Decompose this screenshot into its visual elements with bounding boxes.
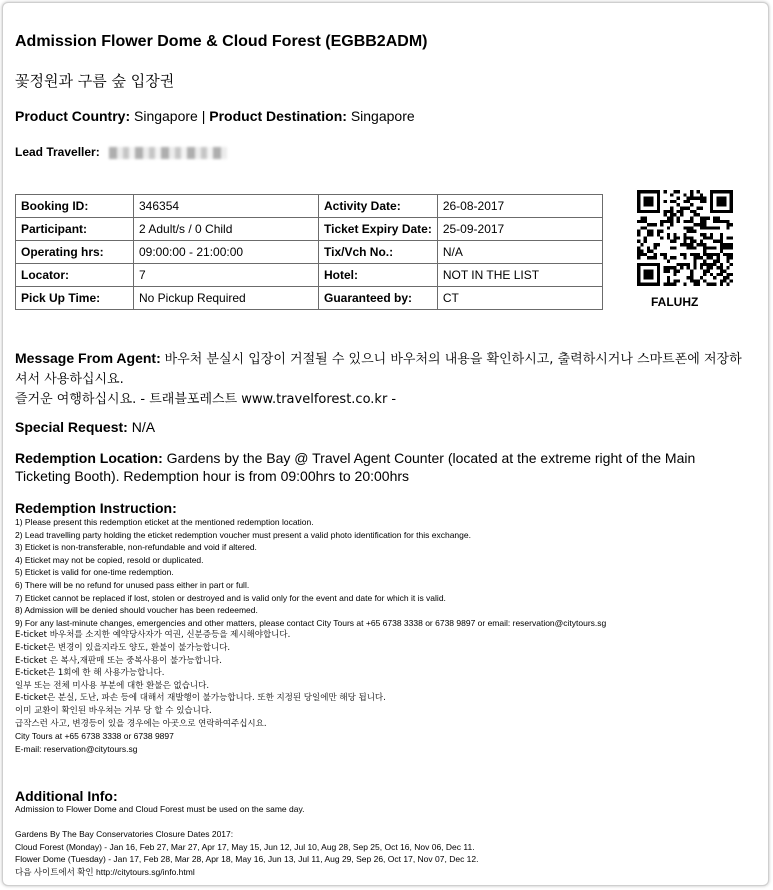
booking-row [16, 241, 603, 264]
message-label: Message From Agent: [15, 350, 161, 366]
country-label: Product Country: [15, 108, 131, 124]
instruction-line: 다음 사이트에서 확인 http://citytours.sg/info.html [15, 866, 195, 877]
instruction-line: Cloud Forest (Monday) - Jan 16, Feb 27, Mar 27, Apr 17, May 15, Jun 12, Jul 10, Aug 28, Sep 25, Oct 16, Nov 06, Dec 11. [15, 841, 475, 852]
message-from-agent [15, 349, 750, 409]
booking-field-value: 25-09-2017 [437, 218, 602, 241]
booking-field-label: Guaranteed by: [319, 287, 438, 310]
special-request [15, 418, 750, 436]
country-value: Singapore [134, 108, 198, 124]
instruction-line: 3) Eticket is non-transferable, non-refundable and void if altered. [15, 542, 257, 553]
redemption-location-text: Gardens by the Bay @ Travel Agent Counter (located at the extreme right of the Main Ticketing Booth). Redemption hour is from 09:00hrs to 20:00hrs [15, 450, 696, 484]
instruction-line: 8) Admission will be denied should voucher has been redeemed. [15, 605, 258, 616]
booking-field-value: 2 Adult/s / 0 Child [134, 218, 319, 241]
instruction-line: 5) Eticket is valid for one-time redemption. [15, 567, 174, 578]
booking-field-label: Activity Date: [319, 195, 438, 218]
lead-traveller-label: Lead Traveller: [15, 145, 100, 159]
message-text-2: 즐거운 여행하십시요. - 트래블포레스트 www.travelforest.co.kr - [15, 392, 397, 407]
booking-field-value: 26-08-2017 [437, 195, 602, 218]
instruction-line: E-ticket은 변경이 있을지라도 양도, 환불이 불가능합니다. [15, 642, 231, 653]
additional-info-list [15, 803, 760, 879]
booking-row [16, 195, 603, 218]
booking-field-label: Locator: [16, 264, 134, 287]
separator: | [201, 108, 206, 124]
booking-field-label: Ticket Expiry Date: [319, 218, 438, 241]
booking-field-label: Operating hrs: [16, 241, 134, 264]
booking-row [16, 218, 603, 241]
booking-field-label: Booking ID: [16, 195, 134, 218]
instruction-line: Admission to Flower Dome and Cloud Forest must be used on the same day. [15, 804, 305, 814]
special-request-label: Special Request: [15, 419, 128, 435]
product-title: Admission Flower Dome & Cloud Forest (EGBB2ADM) [15, 33, 428, 50]
lead-traveller-line [15, 145, 227, 159]
instruction-line: 2) Lead travelling party holding the eticket redemption voucher must present a valid photo identification for this exchange. [15, 529, 471, 540]
destination-value: Singapore [350, 108, 415, 124]
instruction-line: 이미 교환이 확인된 바우쳐는 거부 당 할 수 있습니다. [15, 705, 212, 716]
instruction-line: Gardens By The Bay Conservatories Closure Dates 2017: [15, 829, 234, 840]
booking-field-value: CT [437, 287, 602, 310]
instruction-line: 1) Please present this redemption eticket at the mentioned redemption location. [15, 517, 314, 527]
instruction-line: 일부 또는 전체 미사용 부분에 대한 환불은 없습니다. [15, 680, 210, 691]
booking-field-label: Hotel: [319, 264, 438, 287]
instruction-line: E-ticket 바우처를 소지한 예약당사자가 여권, 신분증등을 제시해야합니다. [15, 630, 291, 641]
voucher-page [2, 2, 769, 886]
booking-field-value: 346354 [134, 195, 319, 218]
instruction-line: Flower Dome (Tuesday) - Jan 17, Feb 28, Mar 28, Apr 18, May 16, Jun 13, Jul 11, Aug 29, Sep 26, Oct 17, Nov 07, Dec 12. [15, 854, 479, 865]
booking-details-table [15, 194, 603, 310]
instruction-line [15, 816, 760, 829]
booking-field-label: Participant: [16, 218, 134, 241]
booking-field-value: 09:00:00 - 21:00:00 [134, 241, 319, 264]
redemption-instruction-title: Redemption Instruction: [15, 500, 177, 516]
booking-field-label: Tix/Vch No.: [319, 241, 438, 264]
instruction-line: E-ticket은 1회에 한 해 사용가능합니다. [15, 668, 165, 679]
instruction-line: 9) For any last-minute changes, emergencies and other matters, please contact City Tours at +65 6738 3338 or 6738 9897 or email: reservation@citytours.sg [15, 617, 607, 628]
destination-label: Product Destination: [209, 108, 347, 124]
instruction-line: E-ticket은 분실, 도난, 파손 등에 대해서 재발행이 불가능합니다. 또한 지정된 당일에만 해당 됩니다. [15, 693, 386, 704]
qr-code-image [637, 190, 733, 286]
product-country-line [15, 108, 415, 124]
booking-row [16, 287, 603, 310]
booking-field-value: N/A [437, 241, 602, 264]
booking-field-value: NOT IN THE LIST [437, 264, 602, 287]
additional-info-title: Additional Info: [15, 788, 118, 804]
booking-field-value: 7 [134, 264, 319, 287]
instruction-line: E-ticket 은 복사,재판매 또는 중복사용이 불가능합니다. [15, 655, 222, 666]
redemption-location-label: Redemption Location: [15, 450, 163, 466]
booking-field-value: No Pickup Required [134, 287, 319, 310]
special-request-value: N/A [131, 419, 156, 435]
instruction-line: E-mail: reservation@citytours.sg [15, 743, 138, 754]
qr-code-text: FALUHZ [651, 295, 699, 309]
booking-field-label: Pick Up Time: [16, 287, 134, 310]
instruction-line: 6) There will be no refund for unused pass either in part or full. [15, 579, 250, 590]
instruction-line: 급작스런 사고, 변경등이 있을 경우에는 아곳으로 연락하여주십시요. [15, 718, 267, 729]
lead-traveller-redacted [109, 147, 227, 159]
product-korean-title: 꽃정원과 구름 숲 입장권 [15, 72, 175, 90]
redemption-location [15, 449, 750, 485]
message-text: 바우처 분실시 입장이 거절될 수 있으니 바우처의 내용을 확인하시고, 출력하시거나 스마트폰에 저장하셔서 사용하십시요. [15, 352, 742, 387]
booking-row [16, 264, 603, 287]
redemption-instruction-list [15, 516, 760, 755]
instruction-line: 7) Eticket cannot be replaced if lost, stolen or destroyed and is valid only for the event and date for which it is valid. [15, 592, 446, 603]
instruction-line: City Tours at +65 6738 3338 or 6738 9897 [15, 731, 174, 742]
instruction-line: 4) Eticket may not be copied, resold or duplicated. [15, 554, 204, 565]
